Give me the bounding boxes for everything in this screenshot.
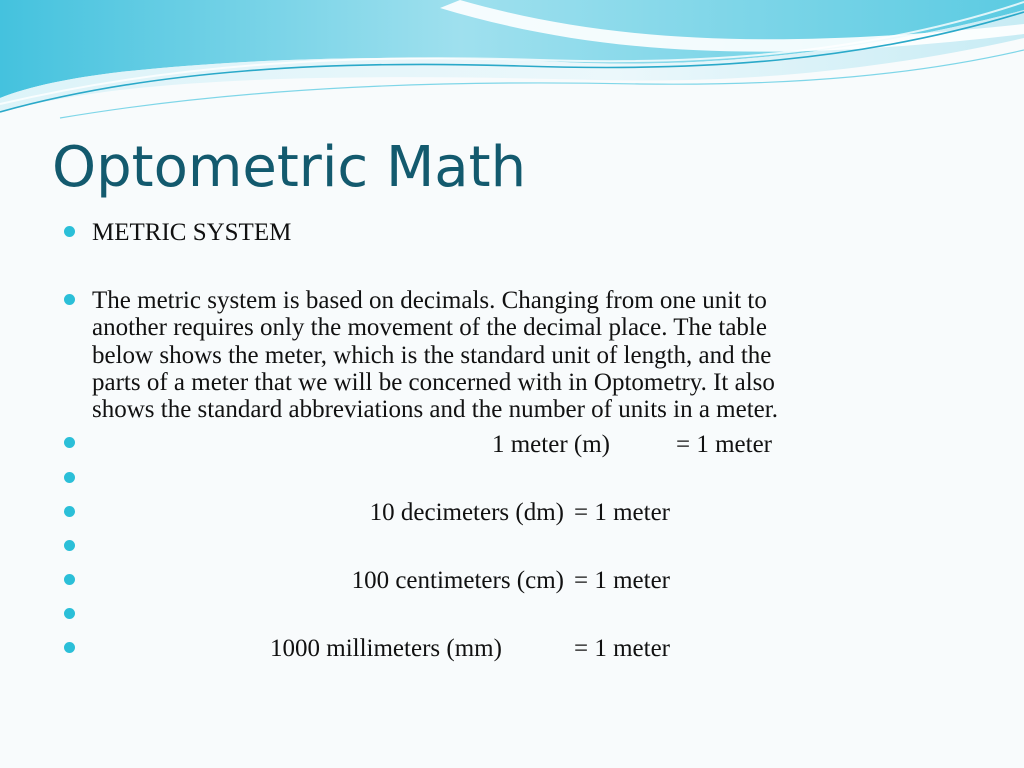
- banner-wave-decoration: [0, 0, 1024, 120]
- table-row-unit: 100 centimeters (cm): [351, 567, 564, 594]
- bullet-icon: [64, 437, 75, 448]
- paragraph-line: below shows the meter, which is the standard unit of length, and the: [92, 341, 772, 369]
- bullet-icon: [64, 608, 75, 619]
- table-row-unit: 1 meter (m): [491, 431, 610, 458]
- bullet-icon: [64, 226, 75, 237]
- table-row-unit: 1000 millimeters (mm): [270, 635, 502, 662]
- bullet-icon: [64, 642, 75, 653]
- bullet-icon: [64, 574, 75, 585]
- metric-system-heading: METRIC SYSTEM: [92, 219, 292, 246]
- paragraph-line: shows the standard abbreviations and the number of units in a meter.: [92, 396, 778, 424]
- slide-title: Optometric Math: [52, 135, 527, 200]
- paragraph-line: parts of a meter that we will be concerned with in Optometry. It also: [92, 368, 775, 396]
- table-row-unit: 10 decimeters (dm): [369, 499, 564, 526]
- metric-paragraph: [92, 287, 972, 423]
- table-row-equals: = 1 meter: [676, 431, 773, 458]
- bullet-icon: [64, 472, 75, 483]
- table-row-equals: = 1 meter: [574, 635, 671, 662]
- bullet-icon: [64, 540, 75, 551]
- table-row-equals: = 1 meter: [574, 567, 671, 594]
- paragraph-line: The metric system is based on decimals. Changing from one unit to: [92, 287, 767, 314]
- paragraph-line: another requires only the movement of the decimal place. The table: [92, 314, 767, 342]
- bullet-icon: [64, 294, 75, 305]
- bullet-icon: [64, 506, 75, 517]
- table-row-equals: = 1 meter: [574, 499, 671, 526]
